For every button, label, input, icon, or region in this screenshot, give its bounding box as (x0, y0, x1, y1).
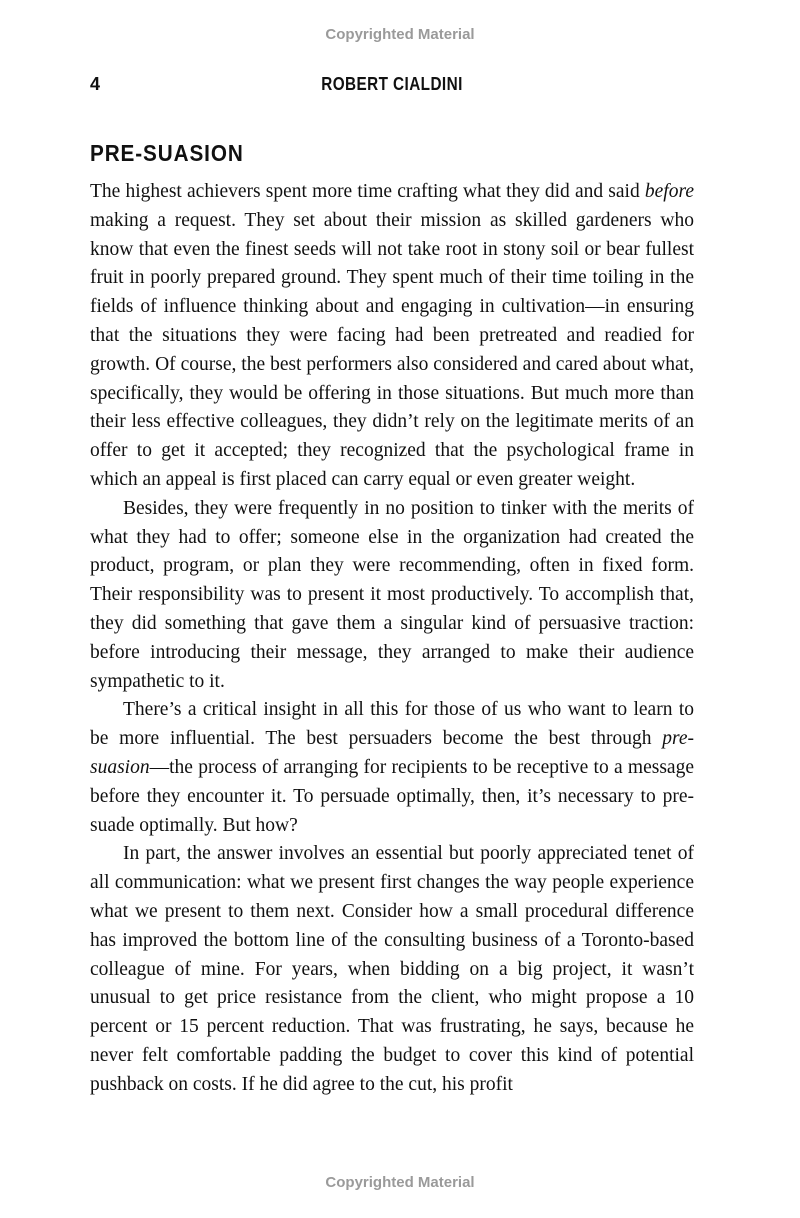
running-head: ROBERT CIALDINI (321, 74, 463, 94)
body-text (90, 178, 694, 1100)
page-header (90, 74, 694, 98)
section-title: PRE-SUASION (90, 140, 244, 166)
copyright-watermark-top: Copyrighted Material (325, 26, 475, 43)
paragraph: The highest achievers spent more time crafting what they did and said before making a request. They set about their mission as skilled gardeners who know that even the finest seeds will not take root in stony soil or bear fullest fruit in poorly prepared ground. They spent much of their time toiling in the fields of influence thinking about and engaging in cultivation—in ensuring that the situations they were facing had been pretreated and readied for growth. Of course, the best performers also considered and cared about what, specifically, they would be offering in those situations. But much more than their less effective colleagues, they didn’t rely on the legitimate merits of an offer to get it accepted; they recognized that the psychological frame in which an appeal is first placed can carry equal or even greater weight. (90, 181, 694, 490)
copyright-watermark-bottom: Copyrighted Material (325, 1174, 475, 1191)
paragraph: Besides, they were frequently in no position to tinker with the merits of what they had to offer; someone else in the organization had created the product, program, or plan they were recommending, often in fixed form. Their responsibility was to present it most productively. To accomplish that, they did something that gave them a singular kind of persuasive traction: before introducing their message, they arranged to make their audience sympathetic to it. (90, 497, 694, 692)
paragraph: There’s a critical insight in all this for those of us who want to learn to be more influential. The best persuaders become the best through pre-suasion—the process of arranging for recipients to be receptive to a message before they encounter it. To persuade optimally, then, it’s necessary to pre-suade optimally. But how? (90, 699, 694, 836)
page-number: 4 (90, 74, 101, 94)
paragraph: In part, the answer involves an essential but poorly appreciated tenet of all communication: what we present first changes the way people experience what we present to them next. Consider how a small procedural difference has improved the bottom line of the consulting business of a Toronto-based colleague of mine. For years, when bidding on a big project, it wasn’t unusual to get price resistance from the client, who might propose a 10 percent or 15 percent reduction. That was frustrating, he says, because he never felt comfortable padding the budget to cover this kind of potential pushback on costs. If he did agree to the cut, his profit (90, 843, 694, 1095)
